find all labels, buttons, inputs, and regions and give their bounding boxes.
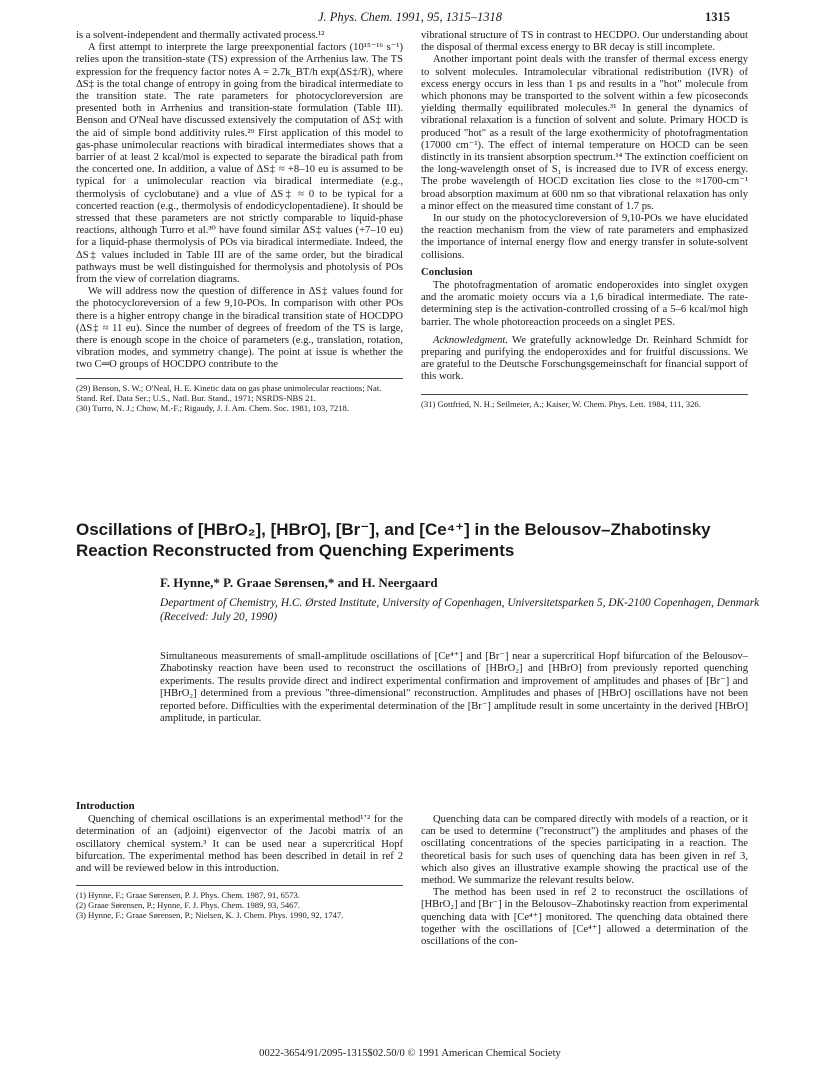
paragraph: In our study on the photocycloreversion of 9,10-POs we have elucidated the reaction mechanism from the view of rate parameters and emphasized the importance of internal energy flow and energy transfer in solute-solvent collisions. (421, 213, 748, 261)
section-heading-conclusion: Conclusion (421, 265, 473, 278)
page-footer: 0022-3654/91/2095-1315$02.50/0 © 1991 American Chemical Society (259, 1048, 561, 1059)
footnote: (30) Turro, N. J.; Chow, M.-F.; Rigaudy, J. J. Am. Chem. Soc. 1981, 103, 7218. (76, 402, 349, 413)
footnotes (76, 383, 403, 413)
footnote: (2) Graae Sørensen, P.; Hynne, F. J. Phys. Chem. 1989, 93, 5467. (76, 900, 300, 911)
paragraph: vibrational structure of TS in contrast to HECDPO. Our understanding about the disposal of thermal excess energy to BR decay is still incomplete. (421, 30, 748, 54)
footnotes (421, 399, 748, 409)
article-title: Oscillations of [HBrO₂], [HBrO], [Br⁻], and [Ce⁴⁺] in the Belousov–Zhabotinsky Reaction Reconstructed from Quenching Experiments (76, 520, 711, 560)
footnote: (3) Hynne, F.; Graae Sørensen, P.; Nielsen, K. J. Chem. Phys. 1990, 92, 1747. (76, 910, 344, 921)
paragraph: Another important point deals with the transfer of thermal excess energy to solvent molecules. Intramolecular vibrational redistribution (IVR) of excess energy occurs in less than 1 ps and results in a "hot" molecule from which phonons may be transported to the solvent within a few picoseconds yielding thermally equilibrated molecules.³¹ In general the dynamics of vibrational relaxation is a function of solvent and solute. Primary HOCD is produced "hot" as a result of the large exothermicity of photofragmentation (17000 cm⁻¹). The effect of internal temperature on HOCD can be seen distinctly in its transient absorption spectrum.¹⁴ The extinction coefficient on the long-wavelength onset of S₁ is increased due to IVR of excess energy. The probe wavelength of HOCD excitation lies close to the ≈1700-cm⁻¹ broad absorption maximum at 600 nm so that vibrational relaxation has only a minor effect on the measured time constant of 1.7 ps. (421, 54, 748, 212)
acknowledgment (421, 335, 748, 384)
article-authors: F. Hynne,* P. Graae Sørensen,* and H. Neergaard (160, 575, 438, 590)
article-affiliation: Department of Chemistry, H.C. Ørsted Institute, University of Copenhagen, Universitetsparken 5, DK-2100 Copenhagen, Denmark (Received: July 20, 1990) (160, 597, 760, 623)
right-column (421, 30, 748, 409)
section-heading-introduction: Introduction (76, 800, 135, 812)
paragraph: Quenching of chemical oscillations is an experimental method¹ʼ² for the determination of an (adjoint) eigenvector of the Jacobi matrix of an oscillatory chemical system.³ It can be used near a supercritical Hopf bifurcation. The experimental method has been described in detail in ref 2 and will be reviewed below in this introduction. (76, 814, 403, 875)
footnote-rule (76, 378, 403, 379)
footnote: (1) Hynne, F.; Graae Sørensen, P. J. Phys. Chem. 1987, 91, 6573. (76, 890, 300, 901)
footnote-rule (76, 885, 403, 886)
paragraph: The method has been used in ref 2 to reconstruct the oscillations of [HBrO₂] and [Br⁻] in the Belousov–Zhabotinsky reaction from experimental quenching data with [Ce⁴⁺] monitored. The quenching data obtained there together with the oscillations of [Ce⁴⁺] allowed a determination of the oscillations of the con- (421, 887, 748, 948)
paragraph: The photofragmentation of aromatic endoperoxides into singlet oxygen and the aromatic moiety occurs via a 1,6 biradical intermediate. The rate-determining step is the activation-controlled crossing of a 5–6 kcal/mol high barrier. The whole photoreaction proceeds on a singlet PES. (421, 280, 748, 328)
acknowledgment-text: We gratefully acknowledge Dr. Reinhard Schmidt for preparing and purifying the endoperoxides and for fruitful discussions. We are grateful to the Deutsche Forschungsgemeinschaft for financial support of this work. (421, 334, 748, 383)
journal-citation: J. Phys. Chem. 1991, 95, 1315–1318 (317, 10, 502, 24)
paragraph: Quenching data can be compared directly with models of a reaction, or it can be used to determine ("reconstruct") the amplitudes and phases of the oscillating concentrations of the species participating in a reaction. The theoretical basis for such uses of quenching data has been given in ref 3, which also gives an illustrative example showing the practical use of the method. We summarize the relevant results below. (421, 814, 748, 887)
paragraph: is a solvent-independent and thermally activated process.¹² (76, 30, 325, 41)
article-abstract: Simultaneous measurements of small-amplitude oscillations of [Ce⁴⁺] and [Br⁻] near a supercritical Hopf bifurcation of the Belousov–Zhabotinsky reaction have been used to reconstruct the oscillations of [HBrO₂] and [HBrO] from previously reported quenching experiments. The results provide direct and indirect experimental confirmation and improvement of amplitudes and phases of [Br⁻] and [HBrO₂] determined from a previous "three-dimensional" reconstruction. Amplitudes and phases of [HBrO] oscillations have not been reported before. Difficulties with the experimental determination of the [Br⁻] amplitude result in some uncertainty in the derived [HBrO] amplitude, in particular. (160, 651, 748, 725)
intro-right-column (421, 814, 748, 948)
intro-left-column (76, 800, 403, 920)
paragraph: A first attempt to interprete the large preexponential factors (10¹⁵⁻¹⁶ s⁻¹) relies upon the transition-state (TS) expression of the Arrhenius law. The TS expression for the frequency factor notes A = 2.7k_BT/h exp(ΔS‡/R), where ΔS‡ is the total change of entropy in going from the biradical intermediate to the transition state. The rate parameters for photocycloreversion are presented both in Arrhenius and transition-state formulation (Table III). Benson and O'Neal have discussed extensively the computation of ΔS‡ with the aid of simple bond additivity rules.²⁹ First application of this model to gas-phase unimolecular reactions with biradical intermediates shows that a barrier of at least 2 kcal/mol is expected to separate the biradical path from the concerted one. In addition, a value of ΔS‡ ≈ +8–10 eu is assumed to be typical for a unimolecular reaction via biradical intermediate (e.g., thermolysis of cyclobutane) and a vlue of ΔS‡ ≈ 0 to be typical for a concerted reaction (e.g., thermolysis of endodicyclopentadiene). It should be stressed that these parameters are not strictly comparable to liquid-phase reactions, although Turro et al.³⁰ have found similar ΔS‡ values (+7–10 eu) for a liquid-phase thermolysis of POs via biradical intermediate. Indeed, the ΔS‡ values included in Table III are of the same order, but the biradical pathways must be well distinguished for thermolysis and photolysis of POs from the view of correlation diagrams. (76, 42, 403, 286)
running-head (0, 10, 820, 30)
left-column (76, 30, 403, 413)
footnote-rule (421, 394, 748, 395)
footnote: (31) Gottfried, N. H.; Seilmeier, A.; Kaiser, W. Chem. Phys. Lett. 1984, 111, 326. (421, 398, 701, 409)
page-number: 1315 (705, 10, 730, 24)
footnotes (76, 890, 403, 920)
paragraph: We will address now the question of difference in ΔS‡ values found for the photocycloreversion of a few 9,10-POs. In comparison with other POs there is a higher entropy change in the biradical transition state of HOCDPO (ΔS‡ ≈ 11 eu). Since the number of degrees of freedom of the TS is large, there is enough scope in the choice of parameters (e.g., translation, rotation, vibration modes, and symmetry change). The point at issue is whether the two C═O groups of HOCDPO contribute to the (76, 286, 403, 371)
acknowledgment-label: Acknowledgment. (433, 334, 509, 346)
footnote: (29) Benson, S. W.; O'Neal, H. E. Kinetic data on gas phase unimolecular reactions; Nat. Stand. Ref. Data Ser.; U.S., Natl. Bur. Stand., 1971; NSRDS-NBS 21. (76, 382, 382, 403)
